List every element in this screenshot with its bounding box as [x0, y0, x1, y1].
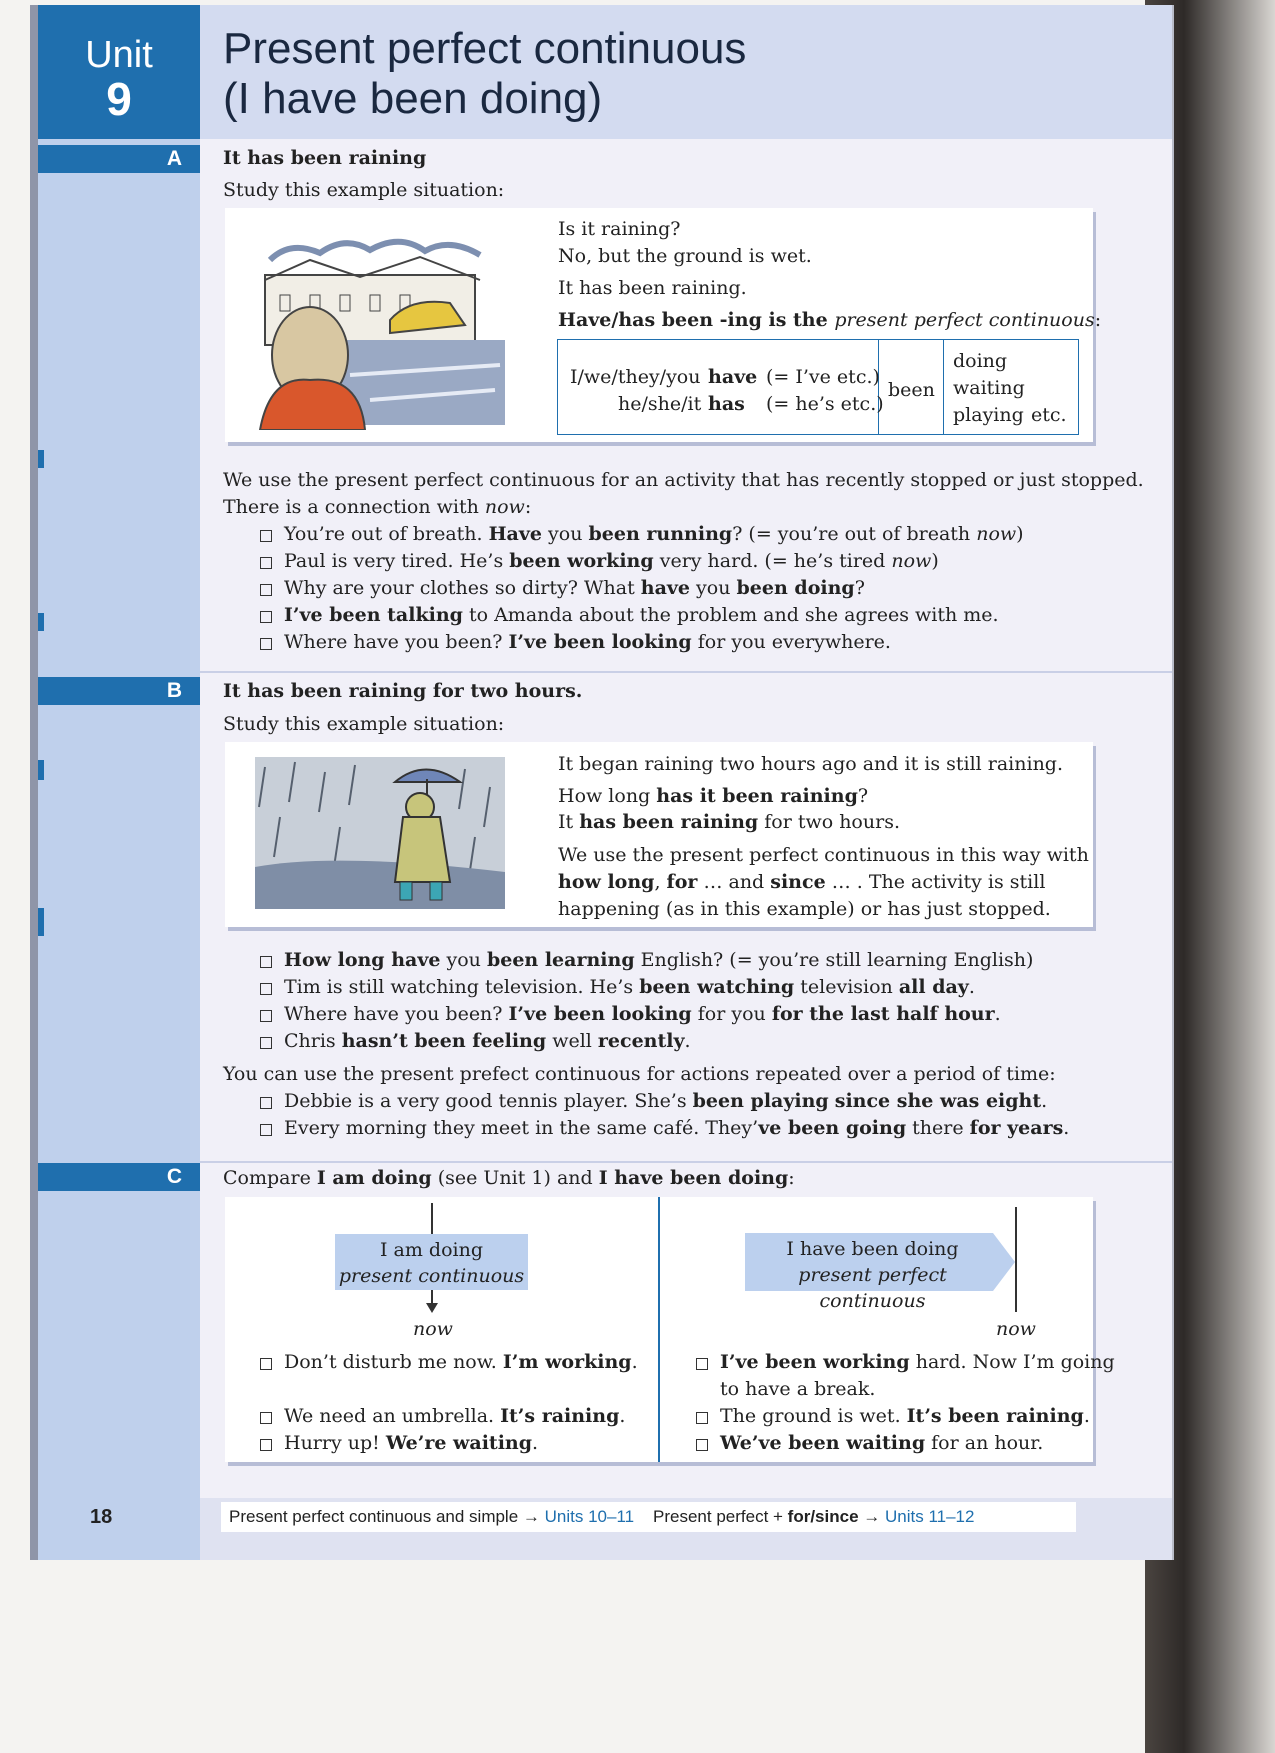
- right-box-title: I have been doing: [786, 1238, 959, 1260]
- footer-ref-1: Present perfect continuous and simple: [229, 1507, 519, 1526]
- section-c-marker: C: [38, 1163, 200, 1191]
- arrow-down-icon: [426, 1303, 438, 1313]
- form-rule: Have/has been -ing is the present perfect continuous:: [558, 309, 1102, 331]
- title-line-1: Present perfect continuous: [223, 24, 747, 73]
- rain-wet-street-illustration: [250, 225, 505, 430]
- list-item: Every morning they meet in the same café. They’ve been going there for years.: [258, 1115, 1069, 1142]
- situation-line-2: How long has it been raining?: [558, 785, 869, 807]
- dialog-line-3: It has been raining.: [558, 277, 747, 299]
- unit-number: 9: [106, 73, 132, 125]
- table-aux-has: has: [708, 393, 745, 415]
- situation-line-6: happening (as in this example) or has just stopped.: [558, 898, 1051, 920]
- left-box-title: I am doing: [379, 1239, 483, 1261]
- table-aux-have: have: [708, 366, 758, 388]
- margin-column: [38, 5, 200, 1560]
- table-short-have: (= I’ve etc.): [766, 366, 880, 388]
- table-divider: [943, 340, 944, 434]
- list-item: Where have you been? I’ve been looking for you everywhere.: [258, 629, 1024, 656]
- page-title: [223, 24, 746, 124]
- present-continuous-examples: [258, 1349, 638, 1457]
- section-b-heading: It has been raining for two hours.: [223, 680, 583, 702]
- list-item: I’ve been talking to Amanda about the problem and she agrees with me.: [258, 602, 1024, 629]
- section-b-intro: Study this example situation:: [223, 713, 505, 735]
- dialog-line-2: No, but the ground is wet.: [558, 245, 812, 267]
- margin-tab-mark: [38, 450, 44, 468]
- list-item-continued: to have a break.: [720, 1378, 876, 1400]
- link-units-11-12[interactable]: Units 11–12: [885, 1507, 975, 1526]
- dialog-line-1: Is it raining?: [558, 218, 681, 240]
- list-item: Paul is very tired. He’s been working very hard. (= he’s tired now): [258, 548, 1024, 575]
- list-item: Chris hasn’t been feeling well recently.: [258, 1028, 1033, 1055]
- arrow-right-icon: →: [522, 1507, 540, 1526]
- list-item: Why are your clothes so dirty? What have you been doing?: [258, 575, 1024, 602]
- list-item: How long have you been learning English? (= you’re still learning English): [258, 947, 1033, 974]
- table-verb: waiting: [953, 377, 1025, 399]
- compare-divider: [658, 1197, 660, 1462]
- left-box-subtitle: present continuous: [338, 1265, 525, 1287]
- now-label-left: now: [413, 1318, 453, 1340]
- situation-line-1: It began raining two hours ago and it is still raining.: [558, 753, 1064, 775]
- list-item: Debbie is a very good tennis player. She’s been playing since she was eight.: [258, 1088, 1069, 1115]
- table-etc: etc.: [1031, 404, 1067, 426]
- list-item: Don’t disturb me now. I’m working.: [258, 1349, 638, 1376]
- margin-tab-mark: [38, 613, 44, 631]
- table-verb: playing: [953, 404, 1024, 426]
- table-subject-singular: he/she/it: [618, 393, 702, 415]
- section-a-heading: It has been raining: [223, 147, 427, 169]
- compare-intro: Compare I am doing (see Unit 1) and I have been doing:: [223, 1167, 795, 1189]
- section-b-examples-2: [258, 1088, 1069, 1142]
- list-item: Where have you been? I’ve been looking for you for the last half hour.: [258, 1001, 1033, 1028]
- right-box-subtitle: present perfect continuous: [798, 1264, 947, 1312]
- section-b-examples: [258, 947, 1033, 1055]
- list-item: Hurry up! We’re waiting.: [258, 1430, 638, 1457]
- situation-line-4: We use the present perfect continuous in this way with: [558, 844, 1089, 866]
- list-item: We’ve been waiting for an hour.: [694, 1430, 1115, 1457]
- section-a-explanation: We use the present perfect continuous for an activity that has recently stopped or just stopped.: [223, 469, 1144, 491]
- right-box-text: [745, 1236, 1000, 1314]
- arrow-right-icon: →: [863, 1507, 881, 1526]
- now-marker-line: [1015, 1207, 1017, 1312]
- title-line-2: (I have been doing): [223, 74, 603, 123]
- page-number: 18: [90, 1506, 113, 1528]
- footer-ref-2: Present perfect + for/since: [653, 1507, 859, 1526]
- now-label-right: now: [996, 1318, 1036, 1340]
- table-been: been: [888, 379, 935, 401]
- list-item: Tim is still watching television. He’s been watching television all day.: [258, 974, 1033, 1001]
- margin-tab-mark: [38, 908, 44, 936]
- table-verb: doing: [953, 350, 1008, 372]
- rain-umbrella-illustration: [255, 757, 505, 909]
- repeated-actions-note: You can use the present prefect continuous for actions repeated over a period of time:: [223, 1063, 1056, 1085]
- section-a-examples: [258, 521, 1024, 656]
- unit-label: Unit: [85, 34, 153, 76]
- form-table: [557, 339, 1079, 435]
- footer-references: [229, 1507, 974, 1527]
- situation-line-3: It has been raining for two hours.: [558, 811, 900, 833]
- table-subject-plural: I/we/they/you: [570, 366, 701, 388]
- situation-line-5: how long, for … and since … . The activity is still: [558, 871, 1046, 893]
- list-item: You’re out of breath. Have you been running? (= you’re out of breath now): [258, 521, 1024, 548]
- link-units-10-11[interactable]: Units 10–11: [544, 1507, 635, 1526]
- margin-tab-mark: [38, 760, 44, 780]
- present-continuous-box: [335, 1234, 528, 1290]
- present-perfect-continuous-examples: [694, 1349, 1115, 1457]
- list-item: I’ve been working hard. Now I’m going: [694, 1349, 1115, 1376]
- list-item: We need an umbrella. It’s raining.: [258, 1403, 638, 1430]
- section-a-marker: A: [38, 145, 200, 173]
- section-b-marker: B: [38, 677, 200, 705]
- section-a-explanation-2: There is a connection with now:: [223, 496, 532, 518]
- section-a-intro: Study this example situation:: [223, 179, 505, 201]
- unit-badge: [38, 5, 200, 139]
- table-short-has: (= he’s etc.): [766, 393, 884, 415]
- list-item: The ground is wet. It’s been raining.: [694, 1403, 1115, 1430]
